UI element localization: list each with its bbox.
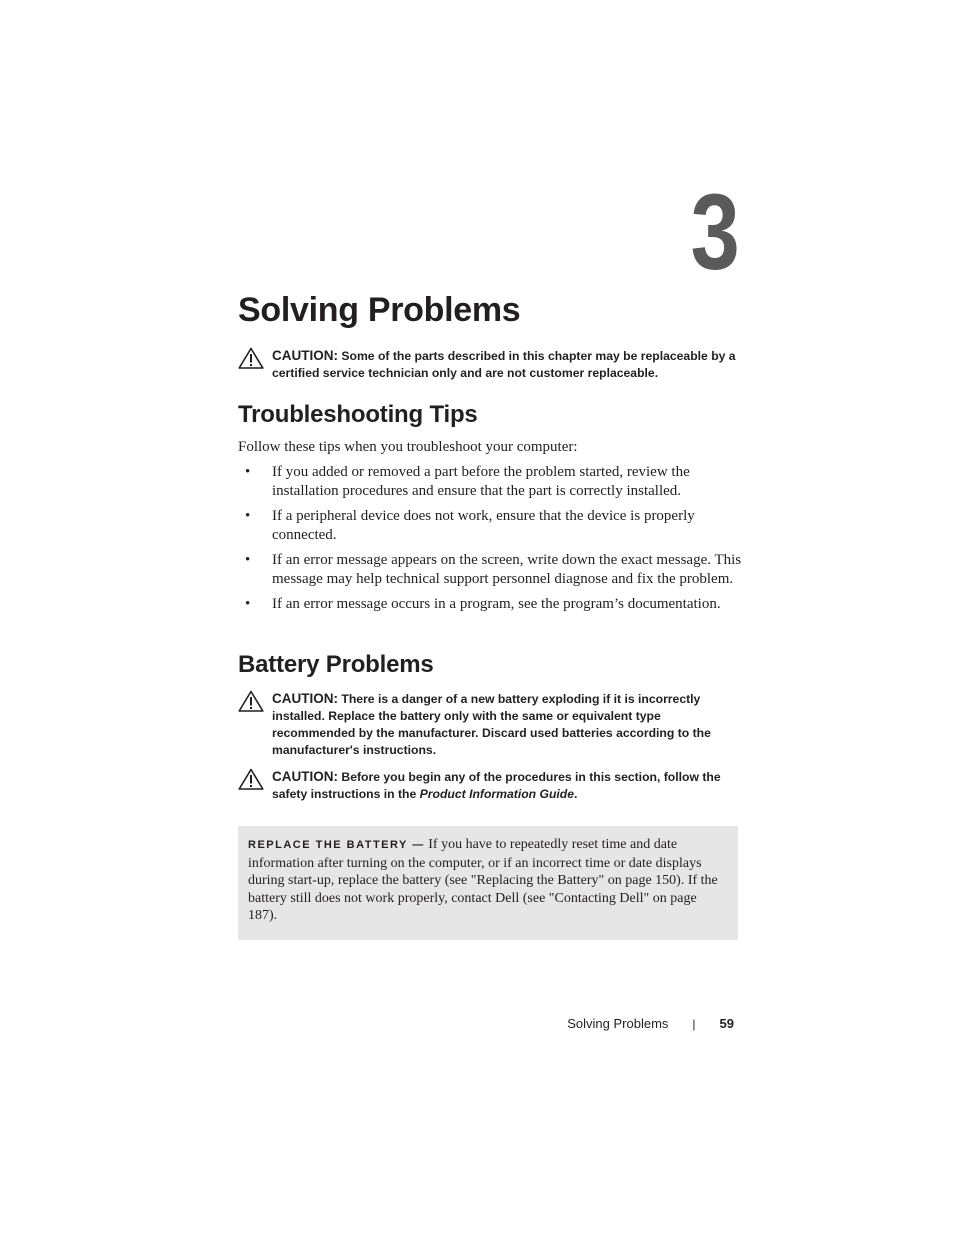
troubleshooting-list: [238, 463, 748, 620]
caution-safety: CAUTION: Before you begin any of the procedures in this section, follow the safety instructions in the Product Information Guide.: [238, 768, 738, 803]
caution-label: CAUTION:: [272, 348, 338, 363]
guide-title: Product Information Guide: [419, 787, 575, 801]
caution-label: CAUTION:: [272, 691, 338, 706]
warning-icon: [238, 347, 264, 369]
warning-icon: [238, 768, 264, 790]
chapter-number: 3: [690, 171, 738, 292]
list-item: • If an error message appears on the screen, write down the exact message. This message may help technical support personnel diagnose and fix the problem.: [245, 552, 742, 587]
troubleshooting-intro: Follow these tips when you troubleshoot your computer:: [238, 439, 578, 455]
footer-section: Solving Problems: [567, 1016, 669, 1031]
list-item: • If an error message occurs in a program, see the program’s documentation.: [245, 596, 721, 612]
caution-intro: [238, 347, 738, 382]
section-heading-battery: Battery Problems: [238, 651, 434, 678]
section-heading-troubleshooting: Troubleshooting Tips: [238, 401, 478, 428]
footer-separator: |: [692, 1016, 696, 1031]
page-title: Solving Problems: [238, 291, 521, 329]
page-footer: [567, 1016, 734, 1031]
page-number: 59: [719, 1016, 734, 1031]
list-item: • If you added or removed a part before the problem started, review the installation procedures and ensure that the part is correctly installed.: [245, 464, 690, 499]
caution-text: There is a danger of a new battery exploding if it is incorrectly installed. Replace the battery only with the same or equivalent type recommended by the manufacturer. Discard used batteries according to the manufacturer's instructions.: [272, 692, 711, 757]
list-item: • If a peripheral device does not work, ensure that the device is properly connected.: [245, 508, 695, 543]
caution-text: Before you begin any of the procedures in this section, follow the safety instructions in the: [272, 770, 721, 801]
caution-label: CAUTION:: [272, 769, 338, 784]
caution-text: Some of the parts described in this chapter may be replaceable by a certified service technician only and are not customer replaceable.: [272, 349, 736, 380]
warning-icon: [238, 690, 264, 712]
replace-battery-tip: [238, 826, 738, 940]
caution-battery-explosion: [238, 690, 738, 759]
tip-text: If you have to repeatedly reset time and date information after turning on the computer, or if an incorrect time or date displays during start-up, replace the battery (see "Replacing the Battery" on page 150). If the battery still does not work properly, contact Dell (see "Contacting Dell" on page 187).: [248, 837, 718, 923]
tip-label: REPLACE THE BATTERY —: [248, 839, 425, 851]
